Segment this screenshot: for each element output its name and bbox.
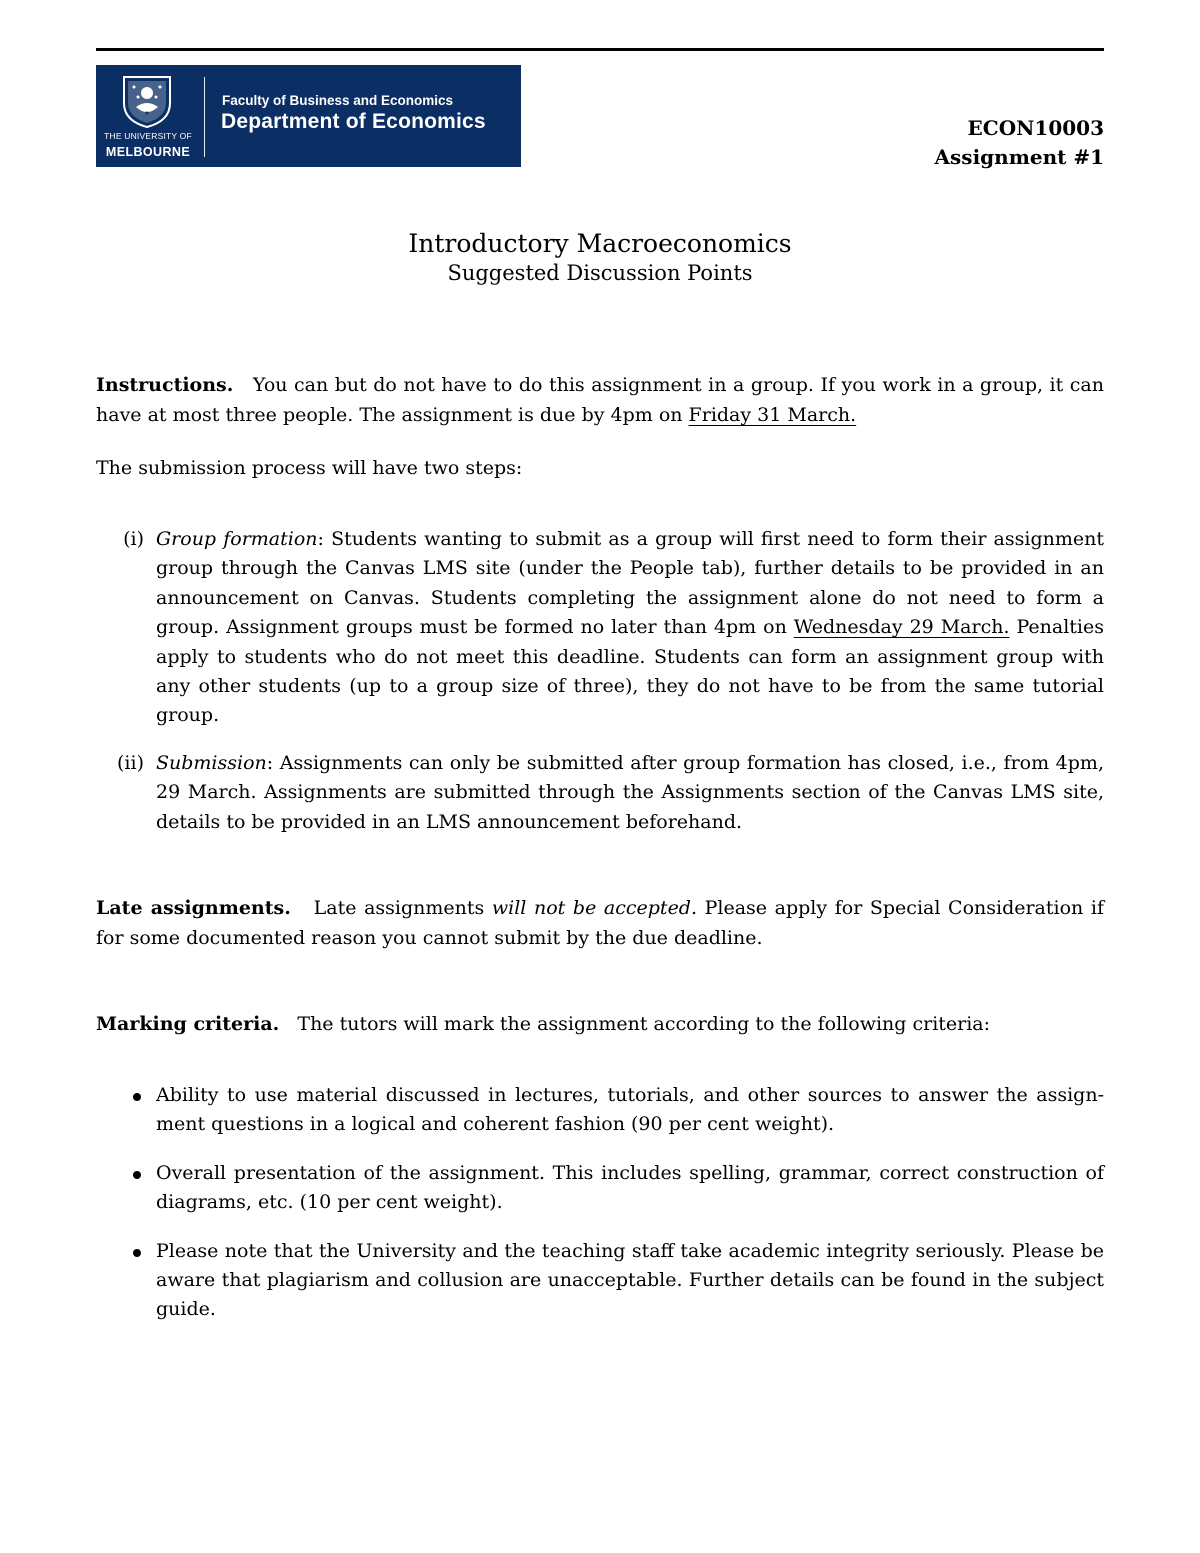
late-text-after: Please apply for Special Consideration if for some documented reason you cannot submit by the due deadline.: [96, 897, 1104, 949]
late-assignments-paragraph: [96, 893, 1104, 953]
late-text-before: Late assignments: [313, 897, 485, 919]
list-item: [96, 1159, 1104, 1218]
list-item: [96, 1081, 1104, 1140]
step-label: (ii): [117, 751, 144, 774]
due-date: Friday 31 March.: [688, 404, 857, 426]
submission-steps: [96, 525, 1104, 837]
criterion-text: Please note that the University and the teaching staff take academic integrity seriously. Please be aware that plagiarism and collusion are unacceptable. Further details can be found in the subject guide.: [156, 1239, 1104, 1321]
late-heading: Late assignments.: [96, 897, 291, 919]
step-text: : Assignments can only be submitted after group formation has closed, i.e., from 4pm, 29 March. Assignments are submitted through the Assignments section of the Canvas LMS site, details to be provided in an LMS announcement beforehand.: [156, 751, 1104, 833]
submission-intro: The submission process will have two steps:: [96, 457, 523, 479]
step-text-after: Penalties apply to students who do not meet this deadline. Students can form an assignment group with any other students (up to a group size of three), they do not have to be from the same tutorial group.: [156, 616, 1104, 727]
marking-criteria-paragraph: [96, 1009, 1104, 1039]
department-name: Department of Economics: [221, 110, 486, 133]
course-code: ECON10003: [967, 116, 1104, 140]
instructions-paragraph: [96, 370, 1104, 430]
list-item: [96, 749, 1104, 837]
marking-heading: Marking criteria.: [96, 1013, 280, 1035]
instructions-text: You can but do not have to do this assignment in a group. If you work in a group, it can have at most three people. The assignment is due by 4pm on: [96, 374, 1104, 426]
top-rule: [96, 48, 1104, 51]
step-term: Group formation: [156, 528, 318, 550]
page-subtitle: Suggested Discussion Points: [447, 261, 753, 285]
logo-divider: [204, 77, 205, 157]
step-term: Submission: [156, 751, 267, 774]
page-title: Introductory Macroeconomics: [408, 229, 792, 258]
list-item: [96, 1237, 1104, 1325]
marking-criteria-list: [96, 1081, 1104, 1344]
late-emphasis: will not be accepted.: [491, 897, 698, 919]
bullet-icon: [133, 1093, 141, 1101]
instructions-heading: Instructions.: [96, 374, 234, 396]
bullet-icon: [133, 1171, 141, 1179]
list-item: [96, 525, 1104, 731]
group-deadline-date: Wednesday 29 March.: [793, 616, 1010, 639]
step-text: : Students wanting to submit as a group will first need to form their assignment group through the Canvas LMS site (under the People tab), further details to be provided in an announcement on Canvas. Students completing the assignment alone do not need to form a group. Assignment groups must be formed no later than 4pm on: [156, 528, 1104, 639]
assignment-number: Assignment #1: [934, 145, 1104, 169]
university-logo: [96, 65, 521, 167]
university-crest-icon: [114, 73, 180, 129]
step-label: (i): [123, 528, 144, 550]
university-name-line1: THE UNIVERSITY OF: [104, 131, 192, 141]
faculty-name: Faculty of Business and Economics: [222, 93, 454, 108]
marking-intro: The tutors will mark the assignment according to the following criteria:: [297, 1013, 991, 1035]
criterion-text: Overall presentation of the assignment. This includes spelling, grammar, correct construction of diagrams, etc. (10 per cent weight).: [156, 1161, 1104, 1214]
bullet-icon: [133, 1249, 141, 1257]
university-name-line2: MELBOURNE: [105, 145, 191, 159]
criterion-text: Ability to use material discussed in lectures, tutorials, and other sources to answer the assignment questions in a logical and coherent fashion (90 per cent weight).: [156, 1084, 1104, 1136]
